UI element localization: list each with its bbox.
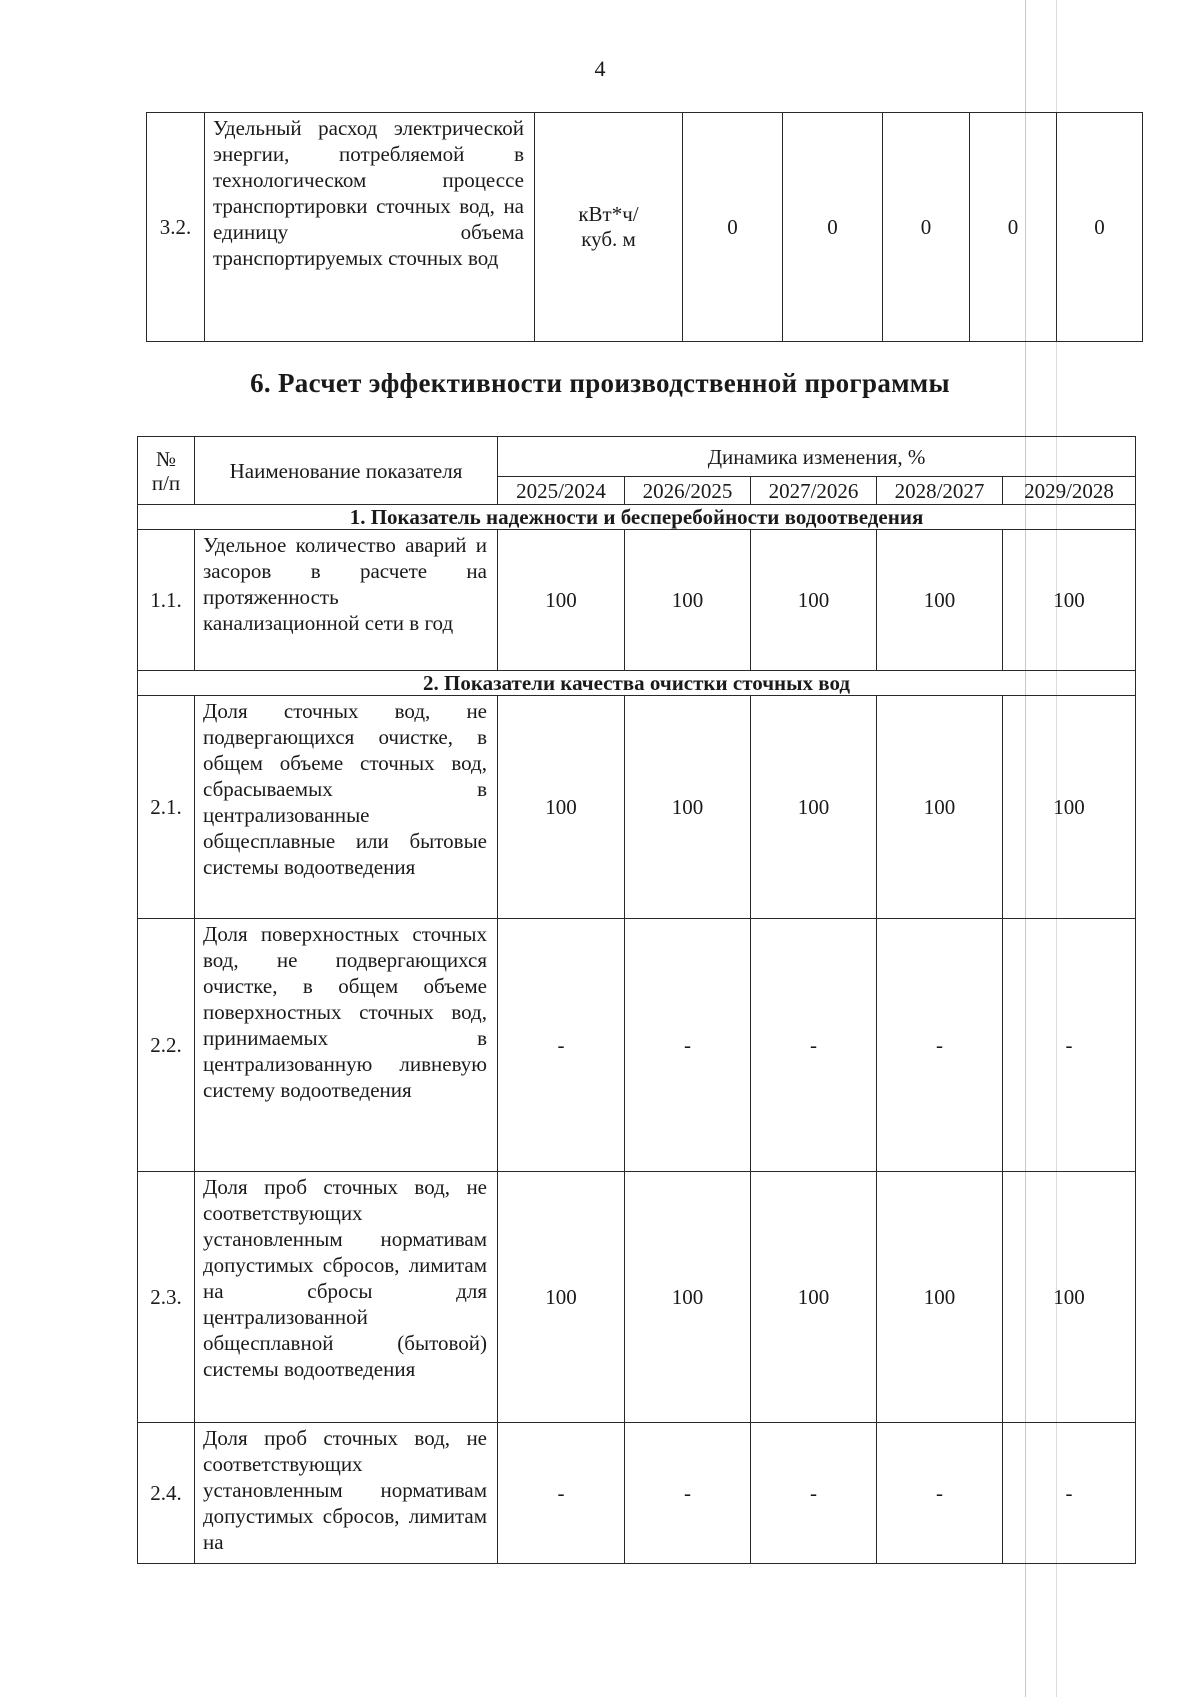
indicator-name: Доля проб сточных вод, не соответствующих установленным нормативам допустимых сбросов, лимитам на сбросы для централизованной общесплавной (бытовой) системы водоотведения	[195, 1172, 498, 1423]
value-cell: 100	[498, 1172, 625, 1423]
header-year: 2026/2025	[625, 477, 751, 505]
value-cell: 100	[751, 696, 877, 919]
header-year: 2025/2024	[498, 477, 625, 505]
value-cell: 100	[877, 530, 1003, 671]
unit-line: кВт*ч/	[578, 202, 639, 226]
value-cell: -	[498, 919, 625, 1172]
header-row	[138, 437, 1136, 477]
row-number: 2.3.	[138, 1172, 195, 1423]
value-cell: 100	[625, 1172, 751, 1423]
value-cell: 100	[751, 1172, 877, 1423]
row-number: 3.2.	[147, 113, 205, 342]
unit-line: куб. м	[581, 227, 636, 251]
indicator-name: Доля проб сточных вод, не соответствующих установленным нормативам допустимых сбросов, лимитам на	[195, 1423, 498, 1564]
header-dynamics: Динамика изменения, %	[498, 437, 1136, 477]
section-heading: 1. Показатель надежности и бесперебойности водоотведения	[138, 505, 1136, 530]
table-row	[138, 696, 1136, 919]
section-row	[138, 505, 1136, 530]
value-cell: 100	[877, 1172, 1003, 1423]
header-year: 2027/2026	[751, 477, 877, 505]
page-number: 4	[594, 56, 606, 81]
row-number: 2.2.	[138, 919, 195, 1172]
value-cell: -	[625, 919, 751, 1172]
indicator-name: Удельное количество аварий и засоров в расчете на протяженность канализационной сети в год	[195, 530, 498, 671]
value-cell: -	[877, 1423, 1003, 1564]
value-cell: 0	[783, 113, 883, 342]
indicator-name: Удельный расход электрической энергии, потребляемой в технологическом процессе транспортировки сточных вод, на единицу объема транспортируемых сточных вод	[205, 113, 535, 342]
row-number: 2.1.	[138, 696, 195, 919]
section-row	[138, 671, 1136, 696]
value-cell: 100	[1003, 530, 1136, 671]
indicator-name: Доля поверхностных сточных вод, не подвергающихся очистке, в общем объеме поверхностных сточных вод, принимаемых в централизованную ливневую систему водоотведения	[195, 919, 498, 1172]
value-cell: 100	[1003, 696, 1136, 919]
table-row	[147, 113, 1143, 342]
value-cell: 100	[751, 530, 877, 671]
table-row	[138, 919, 1136, 1172]
value-cell: 100	[498, 696, 625, 919]
header-num: № п/п	[138, 437, 195, 505]
value-cell: 100	[498, 530, 625, 671]
header-name: Наименование показателя	[195, 437, 498, 505]
value-cell: -	[751, 919, 877, 1172]
section-title: 6. Расчет эффективности производственной программы	[250, 368, 950, 398]
value-cell: 0	[883, 113, 970, 342]
value-cell: -	[498, 1423, 625, 1564]
value-cell: 100	[877, 696, 1003, 919]
value-cell: 100	[1003, 1172, 1136, 1423]
continued-indicator-table	[146, 112, 1143, 342]
value-cell: -	[877, 919, 1003, 1172]
indicator-name: Доля сточных вод, не подвергающихся очистке, в общем объеме сточных вод, сбрасываемых в централизованные общесплавные или бытовые системы водоотведения	[195, 696, 498, 919]
row-number: 1.1.	[138, 530, 195, 671]
value-cell: 100	[625, 696, 751, 919]
unit-cell	[535, 113, 683, 342]
table-row	[138, 1423, 1136, 1564]
section-heading: 2. Показатели качества очистки сточных вод	[138, 671, 1136, 696]
table-row	[138, 1172, 1136, 1423]
value-cell: -	[625, 1423, 751, 1564]
value-cell: -	[1003, 1423, 1136, 1564]
value-cell: 100	[625, 530, 751, 671]
value-cell: 0	[1057, 113, 1143, 342]
value-cell: -	[1003, 919, 1136, 1172]
efficiency-table	[137, 436, 1136, 1564]
value-cell: -	[751, 1423, 877, 1564]
row-number: 2.4.	[138, 1423, 195, 1564]
header-year: 2028/2027	[877, 477, 1003, 505]
value-cell: 0	[970, 113, 1057, 342]
table-row	[138, 530, 1136, 671]
header-year: 2029/2028	[1003, 477, 1136, 505]
value-cell: 0	[683, 113, 783, 342]
